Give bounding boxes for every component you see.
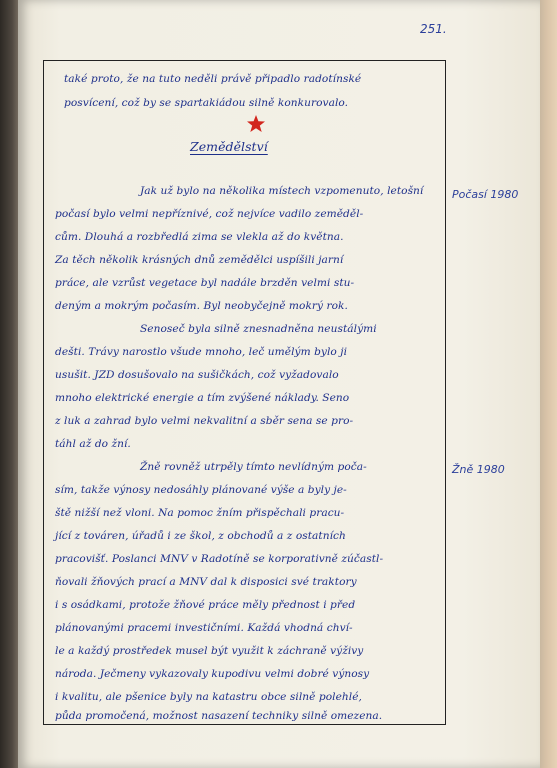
text-line: z luk a zahrad bylo velmi nekvalitní a sběr sena se pro- — [55, 415, 354, 427]
text-line: jící z továren, úřadů i ze škol, z obchodů a z ostatních — [55, 530, 346, 542]
margin-note-weather: Počasí 1980 — [452, 188, 519, 201]
text-line: ště nižší než vloni. Na pomoc žním přispěchali pracu- — [55, 507, 345, 519]
text-line: práce, ale vzrůst vegetace byl nadále brzděn velmi stu- — [55, 277, 355, 289]
text-line: Žně rovněž utrpěly tímto nevlídným poča- — [140, 461, 367, 473]
text-line: dešti. Trávy narostlo všude mnoho, leč umělým bylo ji — [55, 346, 348, 358]
text-line: i s osádkami, protože žňové práce měly přednost i před — [55, 599, 356, 611]
page-edge — [540, 0, 557, 768]
text-line: národa. Ječmeny vykazovaly kupodivu velmi dobré výnosy — [55, 668, 370, 680]
text-line: počasí bylo velmi nepříznivé, což nejvíce vadilo zeměděl- — [55, 208, 364, 220]
margin-note-harvest: Žně 1980 — [452, 463, 505, 476]
text-line: také proto, že na tuto neděli právě připadlo radotínské — [64, 73, 362, 85]
text-line: sím, takže výnosy nedosáhly plánované výše a byly je- — [55, 484, 347, 496]
text-line: Jak už bylo na několika místech vzpomenuto, letošní — [140, 185, 424, 197]
section-heading: Zemědělství — [190, 139, 268, 154]
text-line: půda promočená, možnost nasazení techniky silně omezena. — [55, 710, 383, 722]
text-line: posvícení, což by se spartakiádou silně konkurovalo. — [64, 97, 349, 109]
text-line: usušit. JZD dosušovalo na sušičkách, což vyžadovalo — [55, 369, 339, 381]
text-line: Za těch několik krásných dnů zemědělci uspíšili jarní — [55, 254, 344, 266]
text-line: plánovanými pracemi investičními. Každá vhodná chví- — [55, 622, 353, 634]
text-line: pracovišť. Poslanci MNV v Radotíně se korporativně zúčastl- — [55, 553, 384, 565]
text-line: deným a mokrým počasím. Byl neobyčejně mokrý rok. — [55, 300, 348, 312]
text-line: cům. Dlouhá a rozbředlá zima se vlekla až do května. — [55, 231, 344, 243]
text-line: le a každý prostředek musel být využit k záchraně výživy — [55, 645, 364, 657]
text-line: Senoseč byla silně znesnadněna neustálými — [140, 323, 377, 335]
text-line: mnoho elektrické energie a tím zvýšené náklady. Seno — [55, 392, 350, 404]
red-star-icon — [246, 114, 266, 134]
text-line: ňovali žňových prací a MNV dal k disposici své traktory — [55, 576, 357, 588]
page-number: 251. — [420, 22, 447, 36]
text-line: táhl až do žní. — [55, 438, 131, 450]
text-line: i kvalitu, ale pšenice byly na katastru obce silně polehlé, — [55, 691, 362, 703]
